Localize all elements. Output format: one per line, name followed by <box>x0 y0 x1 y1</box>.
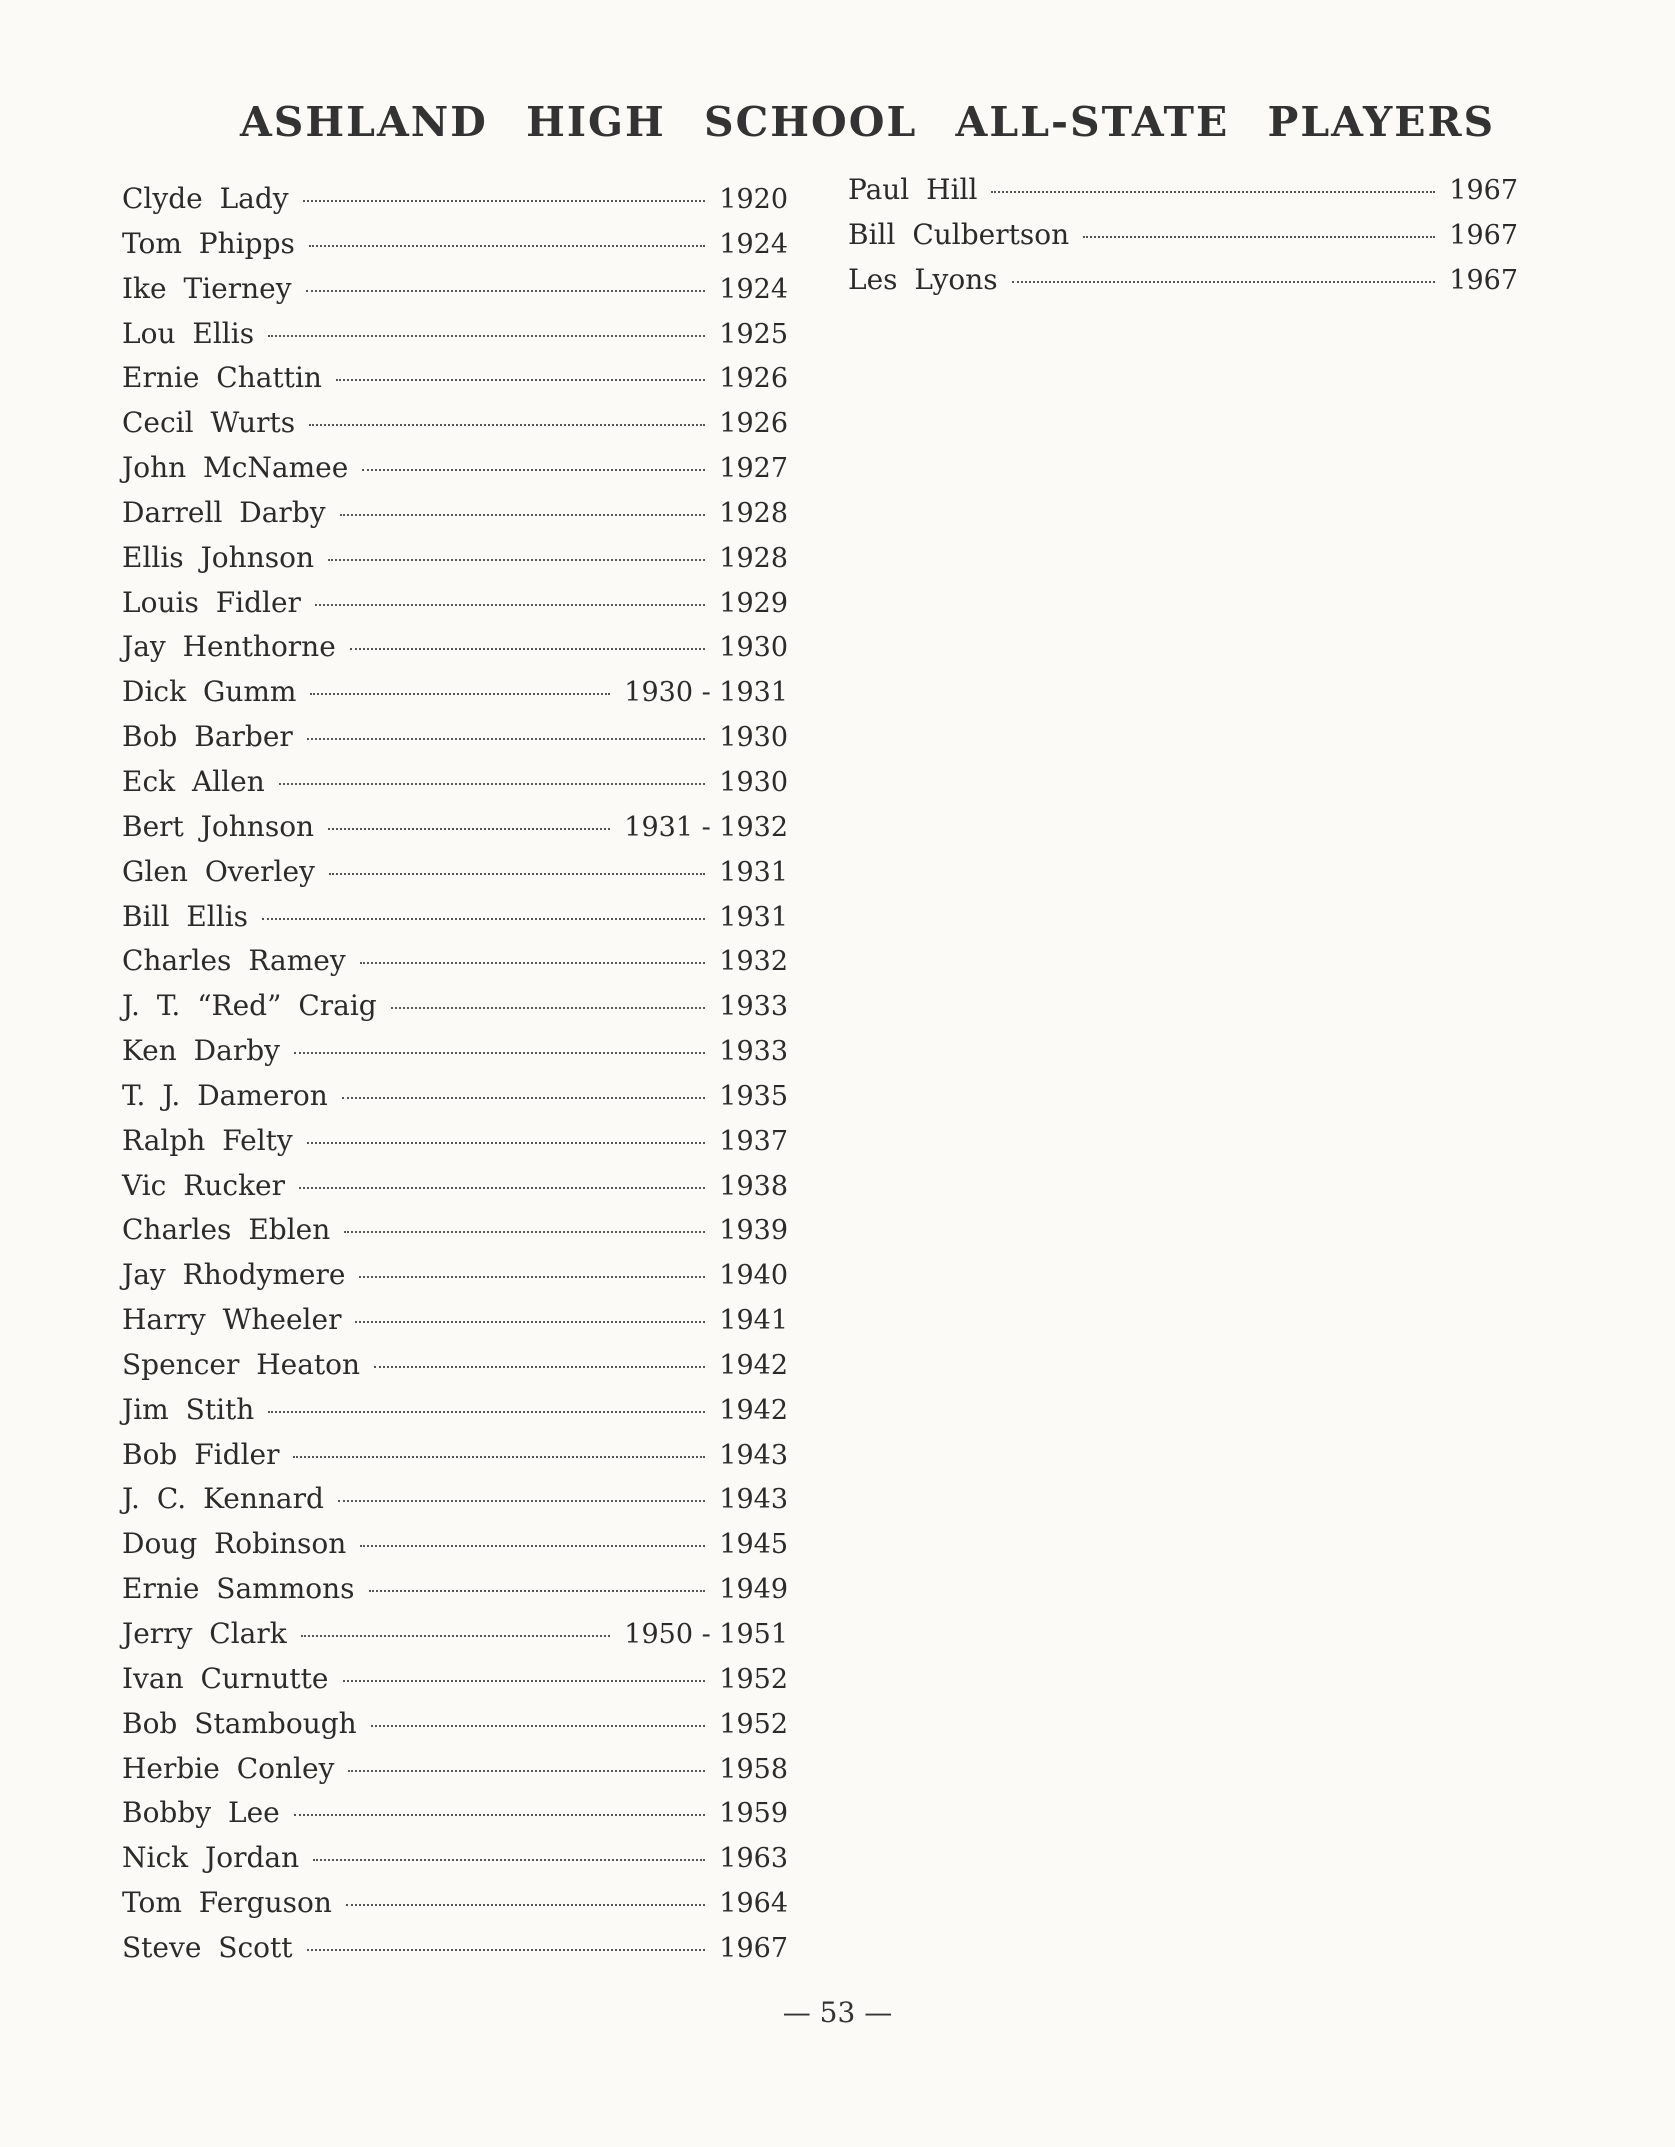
player-row <box>122 625 788 670</box>
player-name: Nick Jordan <box>122 1841 300 1875</box>
dot-leader <box>328 828 610 830</box>
dot-leader <box>309 245 705 247</box>
player-year: 1926 <box>719 408 788 440</box>
player-row <box>122 850 788 895</box>
player-row <box>848 257 1518 302</box>
player-name: Ellis Johnson <box>122 540 314 574</box>
dot-leader <box>360 1545 705 1547</box>
dot-leader <box>329 873 705 875</box>
player-row <box>122 1029 788 1074</box>
player-row <box>122 1119 788 1164</box>
player-row <box>122 1657 788 1702</box>
player-row <box>122 267 788 312</box>
player-year: 1930 - 1931 <box>624 677 788 709</box>
player-name: Clyde Lady <box>122 182 289 215</box>
player-name: John McNamee <box>122 451 349 485</box>
player-row <box>122 1881 788 1926</box>
player-name: Bob Barber <box>122 720 293 754</box>
player-row <box>122 1164 788 1209</box>
player-year: 1933 <box>719 1036 788 1068</box>
dot-leader <box>359 1276 705 1278</box>
player-row <box>122 1522 788 1567</box>
dot-leader <box>262 918 705 920</box>
dot-leader <box>360 962 706 964</box>
player-year: 1941 <box>719 1305 788 1337</box>
player-row <box>122 939 788 984</box>
player-name: Ken Darby <box>122 1034 280 1068</box>
dot-leader <box>344 1231 705 1233</box>
dot-leader <box>307 1949 706 1951</box>
player-name: T. J. Dameron <box>122 1078 328 1112</box>
player-name: Herbie Conley <box>122 1751 335 1785</box>
player-year: 1930 <box>719 722 788 754</box>
player-name: Ernie Sammons <box>122 1572 355 1606</box>
player-name: Steve Scott <box>122 1930 293 1964</box>
page-title: ASHLAND HIGH SCHOOL ALL-STATE PLAYERS <box>240 98 1496 146</box>
player-name: Tom Ferguson <box>122 1886 332 1920</box>
player-name: Cecil Wurts <box>122 406 296 440</box>
dot-leader <box>307 1142 706 1144</box>
dot-leader <box>299 1187 705 1189</box>
player-name: Ernie Chattin <box>122 361 322 395</box>
player-row <box>122 805 788 850</box>
player-year: 1952 <box>719 1663 788 1695</box>
player-year: 1928 <box>719 542 788 574</box>
right-player-list <box>848 167 1518 302</box>
player-row <box>122 984 788 1029</box>
dot-leader <box>328 559 705 561</box>
player-row <box>122 1343 788 1388</box>
player-row <box>122 446 788 491</box>
player-name: Bob Fidler <box>122 1437 280 1471</box>
dot-leader <box>348 1770 705 1772</box>
player-year: 1967 <box>1449 220 1518 251</box>
player-row <box>122 222 788 267</box>
player-year: 1967 <box>1449 265 1518 296</box>
player-row <box>848 212 1518 257</box>
player-year: 1942 <box>719 1349 788 1381</box>
player-year: 1930 <box>719 766 788 798</box>
player-year: 1940 <box>719 1260 788 1292</box>
dot-leader <box>338 1500 705 1502</box>
player-row <box>122 581 788 626</box>
player-name: Paul Hill <box>848 173 978 206</box>
dot-leader <box>313 1859 705 1861</box>
player-year: 1932 <box>719 946 788 978</box>
dot-leader <box>307 738 705 740</box>
dot-leader <box>362 469 705 471</box>
dot-leader <box>268 335 705 337</box>
dot-leader <box>309 424 705 426</box>
page-number: — 53 — <box>782 1996 893 2029</box>
player-year: 1933 <box>719 991 788 1023</box>
left-player-list <box>122 177 788 1971</box>
player-row <box>122 1388 788 1433</box>
player-row <box>122 1567 788 1612</box>
player-year: 1931 <box>719 901 788 933</box>
player-name: Harry Wheeler <box>122 1303 342 1337</box>
player-name: J. C. Kennard <box>122 1482 324 1516</box>
dot-leader <box>279 783 706 785</box>
player-row <box>122 1747 788 1792</box>
player-year: 1929 <box>719 587 788 619</box>
player-name: Ike Tierney <box>122 271 292 305</box>
player-row <box>122 1074 788 1119</box>
player-name: Spencer Heaton <box>122 1347 361 1381</box>
dot-leader <box>315 604 705 606</box>
player-year: 1928 <box>719 497 788 529</box>
dot-leader <box>343 1680 706 1682</box>
player-year: 1950 - 1951 <box>624 1619 788 1650</box>
dot-leader <box>301 1635 611 1637</box>
player-year: 1931 - 1932 <box>624 811 788 843</box>
player-name: Jay Henthorne <box>122 630 336 664</box>
player-name: Charles Ramey <box>122 944 346 978</box>
dot-leader <box>293 1456 705 1458</box>
player-row <box>848 167 1518 212</box>
player-row <box>122 1208 788 1253</box>
player-year: 1935 <box>719 1080 788 1112</box>
player-year: 1937 <box>719 1125 788 1157</box>
player-year: 1920 <box>719 184 788 215</box>
dot-leader <box>294 1052 705 1054</box>
player-year: 1926 <box>719 363 788 395</box>
dot-leader <box>369 1590 706 1592</box>
dot-leader <box>340 514 706 516</box>
player-row <box>122 715 788 760</box>
dot-leader <box>391 1007 706 1009</box>
player-year: 1959 <box>719 1798 788 1830</box>
dot-leader <box>306 290 706 292</box>
player-name: Louis Fidler <box>122 585 301 619</box>
player-row <box>122 1791 788 1836</box>
player-name: Doug Robinson <box>122 1527 347 1561</box>
player-row <box>122 895 788 940</box>
player-row <box>122 177 788 222</box>
player-name: J. T. “Red” Craig <box>122 989 377 1023</box>
player-name: Lou Ellis <box>122 316 255 350</box>
player-name: Bill Ellis <box>122 899 249 933</box>
player-row <box>122 491 788 536</box>
player-row <box>122 1477 788 1522</box>
dot-leader <box>371 1725 706 1727</box>
player-name: Bert Johnson <box>122 809 315 843</box>
player-name: Bob Stambough <box>122 1706 357 1740</box>
dot-leader <box>991 191 1435 193</box>
player-year: 1958 <box>719 1753 788 1785</box>
dot-leader <box>346 1904 705 1906</box>
player-name: Tom Phipps <box>122 226 295 260</box>
dot-leader <box>355 1321 705 1323</box>
player-name: Glen Overley <box>122 854 315 888</box>
player-year: 1964 <box>719 1888 788 1920</box>
player-name: Vic Rucker <box>122 1168 285 1202</box>
player-row <box>122 1926 788 1971</box>
dot-leader <box>350 648 705 650</box>
player-row <box>122 536 788 581</box>
player-year: 1949 <box>719 1574 788 1606</box>
player-name: Eck Allen <box>122 764 265 798</box>
player-row <box>122 1433 788 1478</box>
player-row <box>122 356 788 401</box>
dot-leader <box>374 1366 705 1368</box>
player-year: 1930 <box>719 632 788 664</box>
player-row <box>122 670 788 715</box>
player-row <box>122 760 788 805</box>
player-year: 1963 <box>719 1843 788 1875</box>
player-year: 1938 <box>719 1170 788 1202</box>
player-year: 1967 <box>1449 175 1518 206</box>
player-name: Jim Stith <box>122 1392 255 1426</box>
player-name: Bill Culbertson <box>848 218 1070 251</box>
player-year: 1931 <box>719 856 788 888</box>
player-row <box>122 1298 788 1343</box>
player-name: Charles Eblen <box>122 1213 331 1247</box>
dot-leader <box>342 1097 706 1099</box>
player-row <box>122 312 788 357</box>
player-name: Jay Rhodymere <box>122 1258 346 1292</box>
player-year: 1924 <box>719 273 788 305</box>
player-year: 1943 <box>719 1484 788 1516</box>
player-name: Dick Gumm <box>122 675 297 709</box>
dot-leader <box>310 693 610 695</box>
player-year: 1943 <box>719 1439 788 1471</box>
player-year: 1924 <box>719 228 788 260</box>
player-year: 1927 <box>719 453 788 485</box>
dot-leader <box>336 379 705 381</box>
player-row <box>122 1702 788 1747</box>
player-name: Ralph Felty <box>122 1123 293 1157</box>
player-name: Darrell Darby <box>122 495 326 529</box>
player-name: Bobby Lee <box>122 1796 280 1830</box>
player-year: 1945 <box>719 1529 788 1561</box>
player-row <box>122 1612 788 1657</box>
dot-leader <box>303 200 706 202</box>
player-year: 1939 <box>719 1215 788 1247</box>
player-name: Ivan Curnutte <box>122 1661 329 1695</box>
player-year: 1925 <box>719 318 788 350</box>
player-row <box>122 401 788 446</box>
dot-leader <box>1083 236 1435 238</box>
player-row <box>122 1836 788 1881</box>
player-year: 1967 <box>719 1932 788 1964</box>
player-year: 1952 <box>719 1708 788 1740</box>
player-row <box>122 1253 788 1298</box>
dot-leader <box>1012 281 1436 283</box>
dot-leader <box>268 1411 705 1413</box>
player-name: Jerry Clark <box>122 1617 287 1650</box>
dot-leader <box>294 1814 706 1816</box>
player-name: Les Lyons <box>848 263 998 296</box>
player-year: 1942 <box>719 1394 788 1426</box>
